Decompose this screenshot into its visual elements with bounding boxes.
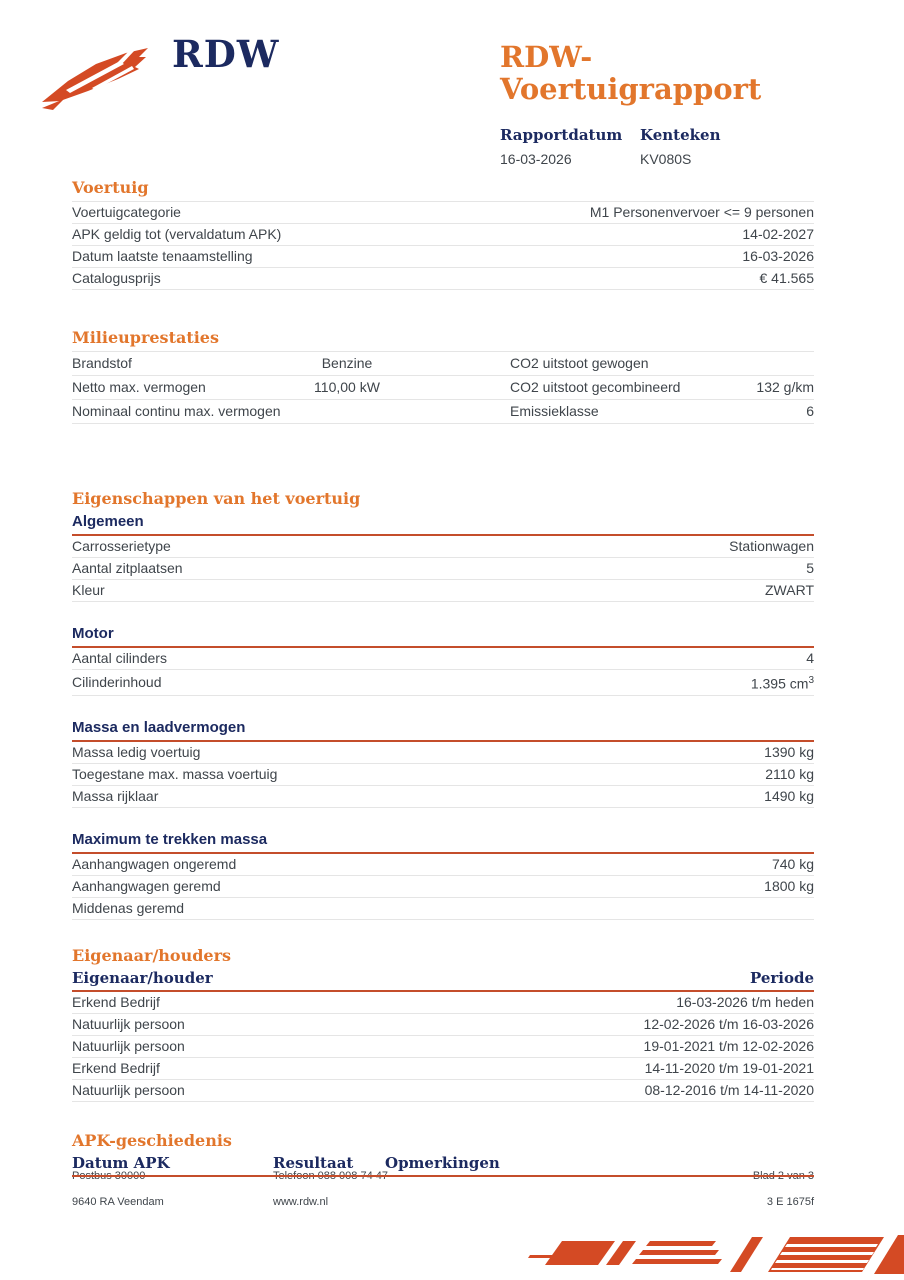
- table-row: [72, 268, 814, 290]
- report-date-label: Rapportdatum: [500, 125, 623, 144]
- table-row: [72, 1080, 814, 1102]
- row-label: Netto max. vermogen: [72, 379, 206, 395]
- row-label: Datum laatste tenaamstelling: [72, 248, 253, 264]
- footer-address-1: Postbus 30000: [72, 1170, 146, 1182]
- row-value: [751, 672, 814, 693]
- footer-phone: Telefoon 088 008 74 47: [273, 1170, 388, 1182]
- row-label: Carrosserietype: [72, 538, 171, 554]
- subsection-algemeen: [72, 513, 814, 602]
- table-row: [72, 376, 814, 400]
- table-row: [72, 670, 814, 696]
- owner-cell: Natuurlijk persoon: [72, 1038, 185, 1054]
- table-row: [72, 854, 814, 876]
- table-row: [72, 224, 814, 246]
- row-value: 1390 kg: [764, 743, 814, 760]
- row-label: Catalogusprijs: [72, 270, 161, 286]
- footer-website: www.rdw.nl: [273, 1196, 329, 1208]
- row-label: Aanhangwagen geremd: [72, 877, 221, 894]
- footer-address-2: 9640 RA Veendam: [72, 1196, 164, 1208]
- logo-wordmark: RDW: [172, 32, 280, 76]
- row-label: Massa ledig voertuig: [72, 743, 201, 760]
- column-header-period: Periode: [749, 969, 814, 987]
- period-cell: 12-02-2026 t/m 16-03-2026: [643, 1016, 814, 1032]
- section-title: Milieuprestaties: [72, 329, 814, 352]
- row-label: Aantal zitplaatsen: [72, 560, 183, 576]
- table-row: [72, 558, 814, 580]
- section-voertuig: [72, 179, 814, 290]
- table-row: [72, 202, 814, 224]
- section-eigenaar: [72, 947, 814, 1102]
- row-label: Aanhangwagen ongeremd: [72, 855, 237, 872]
- column-header-datum: Datum APK: [72, 1154, 170, 1172]
- kenteken-value: KV080S: [640, 150, 692, 167]
- row-value: Stationwagen: [729, 538, 814, 554]
- row-label: Nominaal continu max. vermogen: [72, 403, 281, 419]
- table-header: [72, 969, 814, 992]
- row-label: Brandstof: [72, 355, 132, 371]
- row-value: 110,00 kW: [314, 379, 380, 395]
- row-value: 2110 kg: [765, 765, 814, 782]
- table-row: [72, 764, 814, 786]
- section-title: APK-geschiedenis: [72, 1131, 232, 1150]
- subsection-title: Maximum te trekken massa: [72, 831, 814, 854]
- footer-page-number: Blad 2 van 3: [752, 1170, 814, 1182]
- period-cell: 08-12-2016 t/m 14-11-2020: [644, 1082, 814, 1098]
- subsection-title: Massa en laadvermogen: [72, 719, 814, 742]
- table-row: [72, 898, 814, 920]
- speed-stripes-graphic: [500, 1230, 904, 1278]
- report-meta: [500, 126, 840, 167]
- period-cell: 16-03-2026 t/m heden: [676, 994, 814, 1010]
- row-value: ZWART: [765, 582, 814, 598]
- section-title: Voertuig: [72, 179, 814, 202]
- table-row: [72, 1014, 814, 1036]
- table-row: [72, 400, 814, 424]
- row-label: Voertuigcategorie: [72, 204, 181, 220]
- row-label: CO2 uitstoot gewogen: [510, 355, 649, 371]
- table-row: [72, 1036, 814, 1058]
- title-block: [500, 42, 840, 167]
- page-title: RDW-Voertuigrapport: [500, 40, 762, 106]
- row-label: Middenas geremd: [72, 899, 185, 916]
- report-date-value: 16-03-2026: [500, 150, 572, 167]
- table-row: [72, 648, 814, 670]
- row-value: M1 Personenvervoer <= 9 personen: [589, 204, 814, 220]
- table-row: [72, 536, 814, 558]
- row-value: 14-02-2027: [742, 226, 814, 242]
- rdw-logo: [40, 26, 279, 112]
- subsection-title: Algemeen: [72, 513, 814, 536]
- table-row: [72, 876, 814, 898]
- rdw-feather-icon: [40, 26, 160, 112]
- section-eigenschappen: [72, 490, 814, 920]
- kenteken-col: [640, 126, 780, 167]
- row-value: € 41.565: [759, 270, 814, 286]
- row-label: Emissieklasse: [510, 403, 599, 419]
- section-milieuprestaties: [72, 329, 814, 424]
- table-row: [72, 580, 814, 602]
- table-row: [72, 786, 814, 808]
- subsection-trekken: [72, 831, 814, 920]
- row-value: 6: [806, 403, 814, 419]
- row-value: 132 g/km: [756, 379, 814, 395]
- value-superscript: 3: [808, 675, 814, 686]
- subsection-massa: [72, 719, 814, 808]
- section-title: Eigenaar/houders: [72, 946, 232, 965]
- row-label: Massa rijklaar: [72, 787, 159, 804]
- footer-line-2: [72, 1196, 814, 1209]
- column-header-opmerkingen: Opmerkingen: [385, 1154, 500, 1172]
- row-value: 1490 kg: [764, 787, 814, 804]
- row-label: APK geldig tot (vervaldatum APK): [72, 226, 282, 242]
- footer-form-code: 3 E 1675f: [766, 1196, 814, 1208]
- table-row: [72, 246, 814, 268]
- owner-cell: Natuurlijk persoon: [72, 1082, 185, 1098]
- row-value: 5: [806, 560, 814, 576]
- row-label: Kleur: [72, 582, 105, 598]
- table-row: [72, 1058, 814, 1080]
- table-header: [72, 1154, 814, 1177]
- table-row: [72, 742, 814, 764]
- row-label: Toegestane max. massa voertuig: [72, 765, 278, 782]
- period-cell: 14-11-2020 t/m 19-01-2021: [644, 1060, 814, 1076]
- row-value: Benzine: [321, 355, 373, 371]
- kenteken-label: Kenteken: [640, 125, 721, 144]
- row-value: 4: [806, 650, 814, 666]
- row-label: Cilinderinhoud: [72, 673, 162, 690]
- row-label: CO2 uitstoot gecombineerd: [510, 379, 681, 395]
- owner-cell: Erkend Bedrijf: [72, 1060, 160, 1076]
- subsection-title: Motor: [72, 625, 814, 648]
- subsection-motor: [72, 625, 814, 696]
- row-label: Aantal cilinders: [72, 650, 167, 666]
- row-value: 1800 kg: [764, 877, 814, 894]
- table-row: [72, 992, 814, 1014]
- owner-cell: Erkend Bedrijf: [72, 994, 160, 1010]
- period-cell: 19-01-2021 t/m 12-02-2026: [643, 1038, 814, 1054]
- owner-cell: Natuurlijk persoon: [72, 1016, 185, 1032]
- report-date-col: [500, 126, 640, 167]
- table-row: [72, 352, 814, 376]
- value-text: 1.395 cm: [750, 675, 809, 692]
- section-title: Eigenschappen van het voertuig: [72, 489, 361, 508]
- section-apk: [72, 1132, 814, 1177]
- column-header-resultaat: Resultaat: [273, 1154, 354, 1172]
- row-value: 740 kg: [771, 855, 814, 872]
- row-value: 16-03-2026: [742, 248, 814, 264]
- column-header-owner: Eigenaar/houder: [72, 969, 213, 987]
